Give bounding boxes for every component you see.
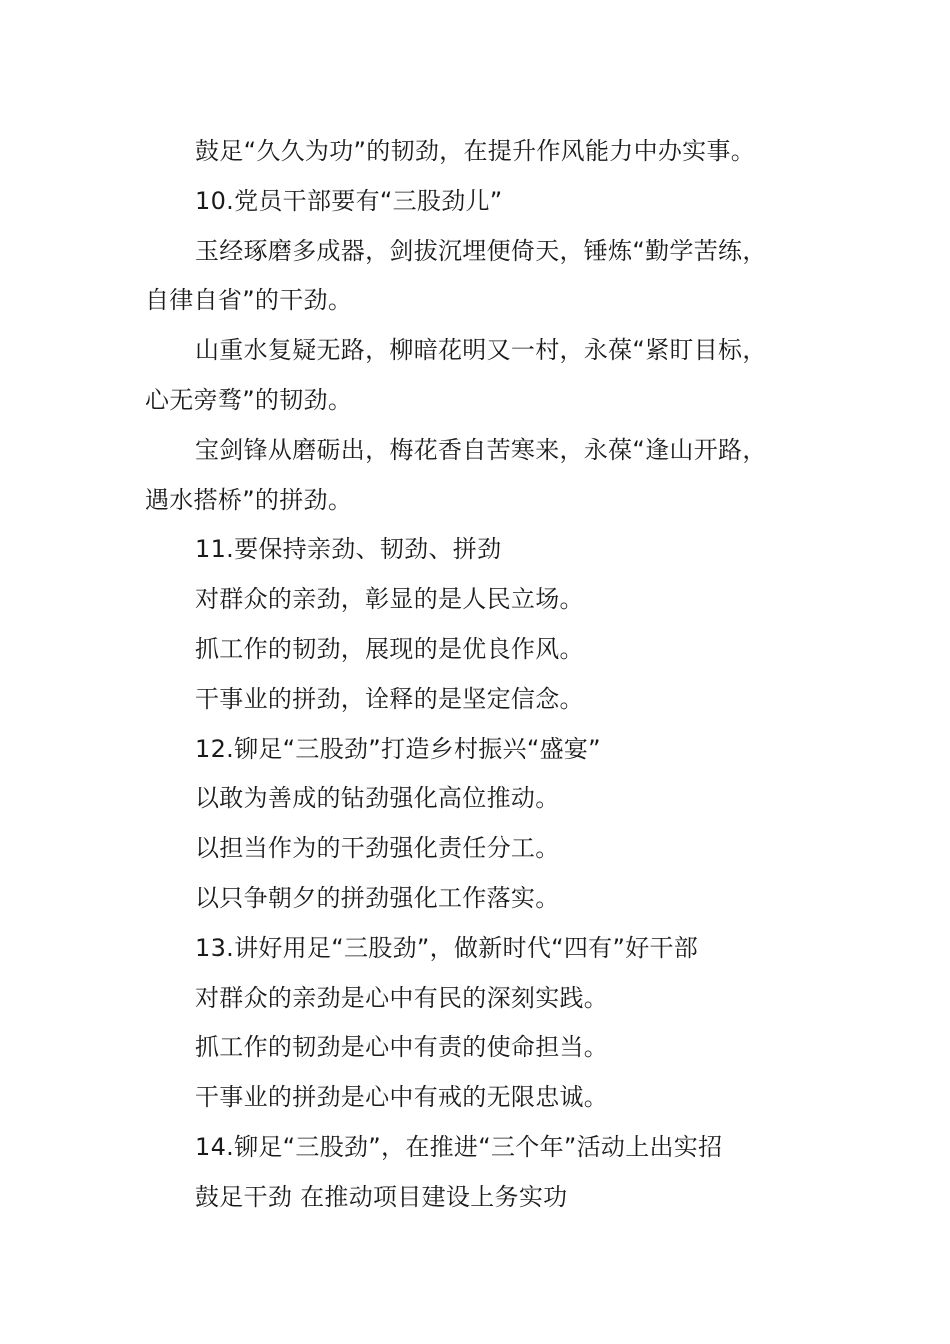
document-body (145, 127, 810, 1223)
paragraph-line: 以敢为善成的钻劲强化高位推动。 (195, 784, 560, 813)
paragraph-line: 鼓足“久久为功”的韧劲，在提升作风能力中办实事。 (195, 137, 756, 165)
section-heading-11: 11.要保持亲劲、韧劲、拼劲 (195, 535, 502, 564)
paragraph-line: 干事业的拼劲，诠释的是坚定信念。 (195, 684, 584, 713)
paragraph-line: 干事业的拼劲是心中有戒的无限忠诚。 (195, 1083, 609, 1112)
section-heading-10: 10.党员干部要有“三股劲儿” (195, 186, 503, 215)
paragraph-line: 鼓足干劲 在推动项目建设上务实功 (195, 1182, 568, 1211)
section-heading-14: 14.铆足“三股劲”，在推进“三个年”活动上出实招 (195, 1132, 723, 1161)
paragraph-line-continuation: 自律自省”的干劲。 (145, 286, 353, 315)
paragraph-line: 以担当作为的干劲强化责任分工。 (195, 834, 560, 863)
paragraph-line: 抓工作的韧劲，展现的是优良作风。 (195, 634, 584, 663)
paragraph-line-continuation: 心无旁骛”的韧劲。 (145, 385, 353, 414)
paragraph-line: 对群众的亲劲，彰显的是人民立场。 (195, 585, 584, 614)
section-heading-13: 13.讲好用足“三股劲”，做新时代“四有”好干部 (195, 933, 699, 962)
paragraph-line: 宝剑锋从磨砺出，梅花香自苦寒来，永葆“逢山开路， (195, 435, 767, 464)
section-heading-12: 12.铆足“三股劲”打造乡村振兴“盛宴” (195, 734, 601, 763)
paragraph-line: 山重水复疑无路，柳暗花明又一村，永葆“紧盯目标， (195, 336, 767, 365)
paragraph-line: 以只争朝夕的拼劲强化工作落实。 (195, 883, 560, 912)
paragraph-line: 玉经琢磨多成器，剑拔沉埋便倚天，锤炼“勤学苦练， (195, 236, 767, 265)
paragraph-line: 对群众的亲劲是心中有民的深刻实践。 (195, 983, 609, 1012)
paragraph-line-continuation: 遇水搭桥”的拼劲。 (145, 485, 353, 514)
paragraph-line: 抓工作的韧劲是心中有责的使命担当。 (195, 1033, 609, 1062)
